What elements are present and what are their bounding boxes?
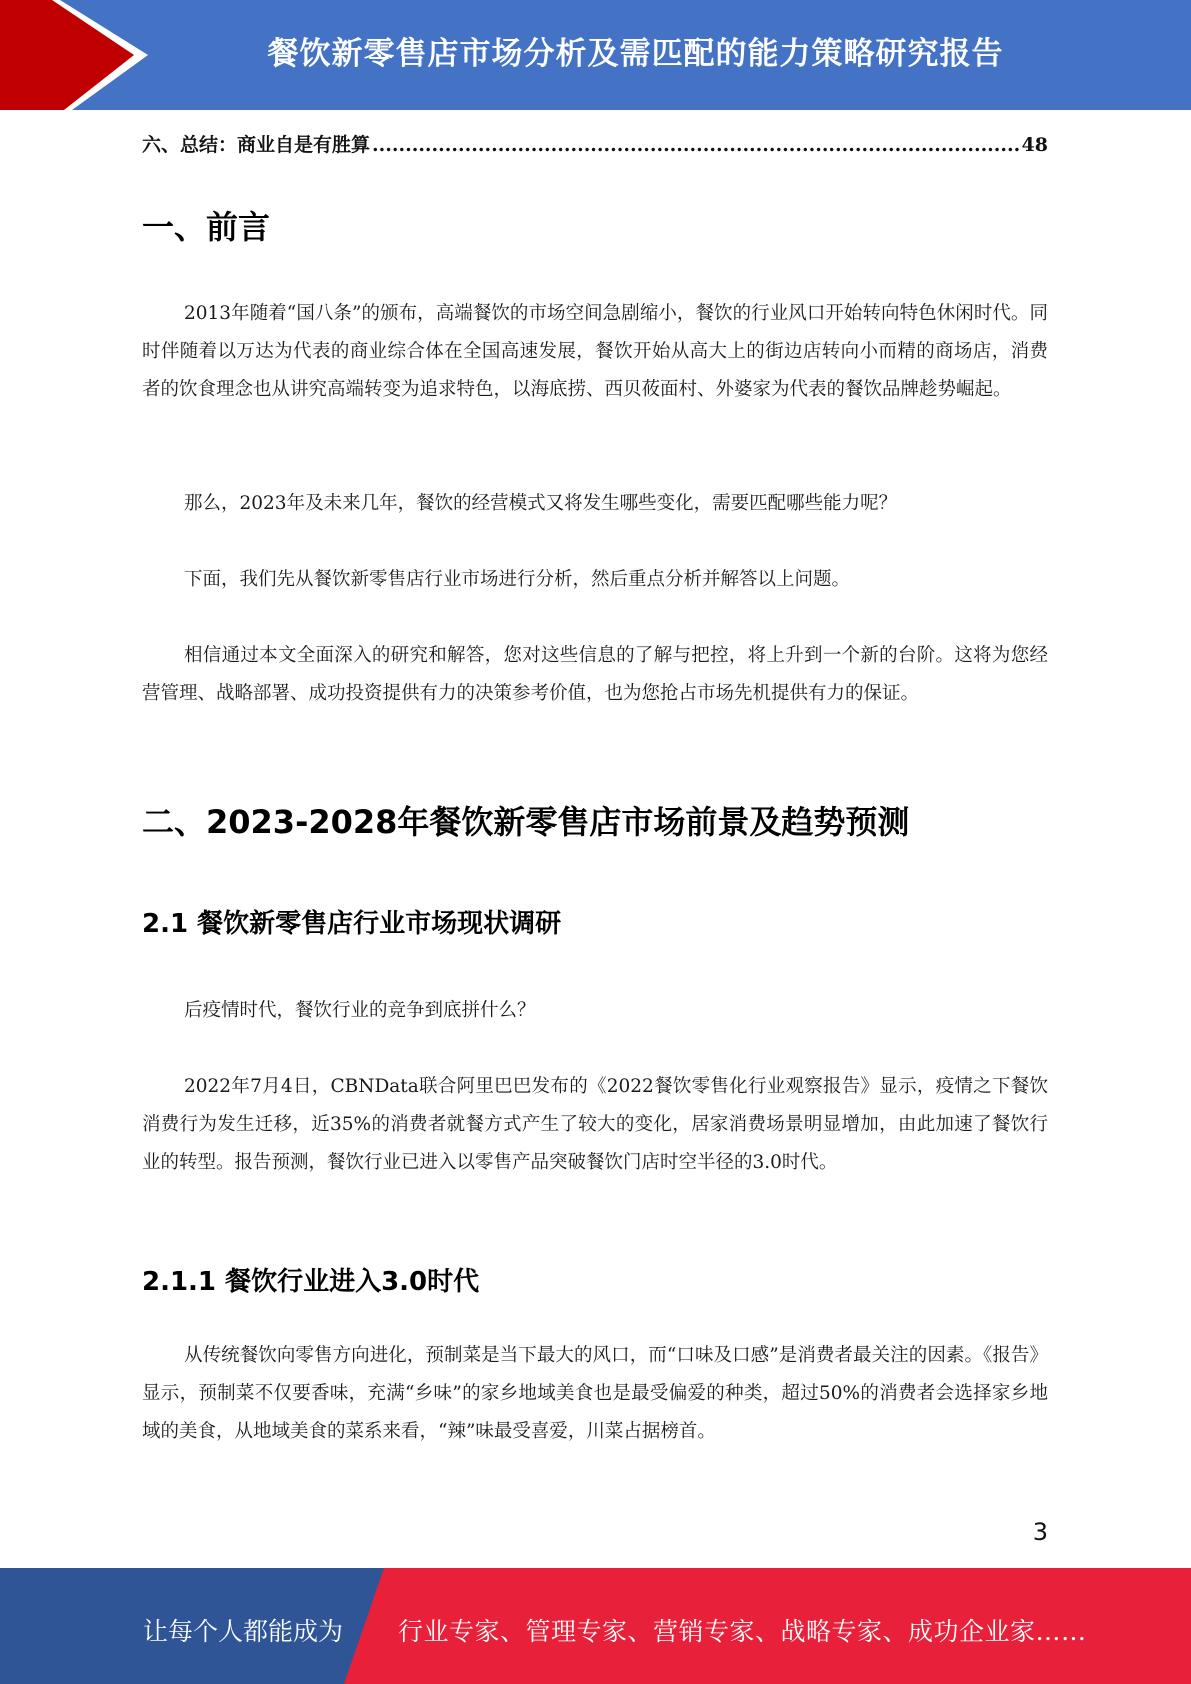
toc-leader-dots [372,134,1020,156]
paragraph: 相信通过本文全面深入的研究和解答，您对这些信息的了解与把控，将上升到一个新的台阶。这将为您经营管理、战略部署、成功投资提供有力的决策参考价值，也为您抢占市场先机提供有力的保证。 [142,645,1048,704]
page-number: 3 [1032,1518,1048,1546]
paragraph: 后疫情时代，餐饮行业的竞争到底拼什么？ [184,1000,536,1021]
toc-page-number: 48 [1021,134,1048,156]
footer-slogan-right: 行业专家、管理专家、营销专家、战略专家、成功企业家…… [398,1617,1087,1646]
section-heading-preface: 一、前言 [142,208,271,246]
paragraph: 从传统餐饮向零售方向进化，预制菜是当下最大的风口，而“口味及口感”是消费者最关注的因素。《报告》显示，预制菜不仅要香味，充满“乡味”的家乡地域美食也是最受偏爱的种类，超过50%的消费者会选择家乡地域的美食，从地域美食的菜系来看，“辣”味最受喜爱，川菜占据榜首。 [142,1345,1048,1442]
footer-slogan-left: 让每个人都能成为 [143,1617,344,1646]
subsection-heading-2-1: 2.1 餐饮新零售店行业市场现状调研 [142,909,562,939]
paragraph: 2022年7月4日，CBNData联合阿里巴巴发布的《2022餐饮零售化行业观察报告》显示，疫情之下餐饮消费行为发生迁移，近35%的消费者就餐方式产生了较大的变化，居家消费场景明显增加，由此加速了餐饮行业的转型。报告预测，餐饮行业已进入以零售产品突破餐饮门店时空半径的3.0时代。 [142,1076,1048,1173]
page-footer [0,1568,1191,1684]
paragraph: 那么，2023年及未来几年，餐饮的经营模式又将发生哪些变化，需要匹配哪些能力呢？ [184,493,898,514]
toc-label: 六、总结：商业自是有胜算 [142,134,371,156]
section-heading-forecast: 二、2023-2028年餐饮新零售店市场前景及趋势预测 [142,803,910,841]
page-header [0,0,1191,110]
toc-entry[interactable] [142,130,1048,157]
report-title: 餐饮新零售店市场分析及需匹配的能力策略研究报告 [267,36,1004,72]
subsection-heading-2-1-1: 2.1.1 餐饮行业进入3.0时代 [142,1267,480,1297]
paragraph: 2013年随着“国八条”的颁布，高端餐饮的市场空间急剧缩小，餐饮的行业风口开始转向特色休闲时代。同时伴随着以万达为代表的商业综合体在全国高速发展，餐饮开始从高大上的街边店转向小而精的商场店，消费者的饮食理念也从讲究高端转变为追求特色，以海底捞、西贝莜面村、外婆家为代表的餐饮品牌趁势崛起。 [142,303,1048,400]
paragraph: 下面，我们先从餐饮新零售店行业市场进行分析，然后重点分析并解答以上问题。 [184,569,851,590]
header-arrow-icon [0,0,160,110]
